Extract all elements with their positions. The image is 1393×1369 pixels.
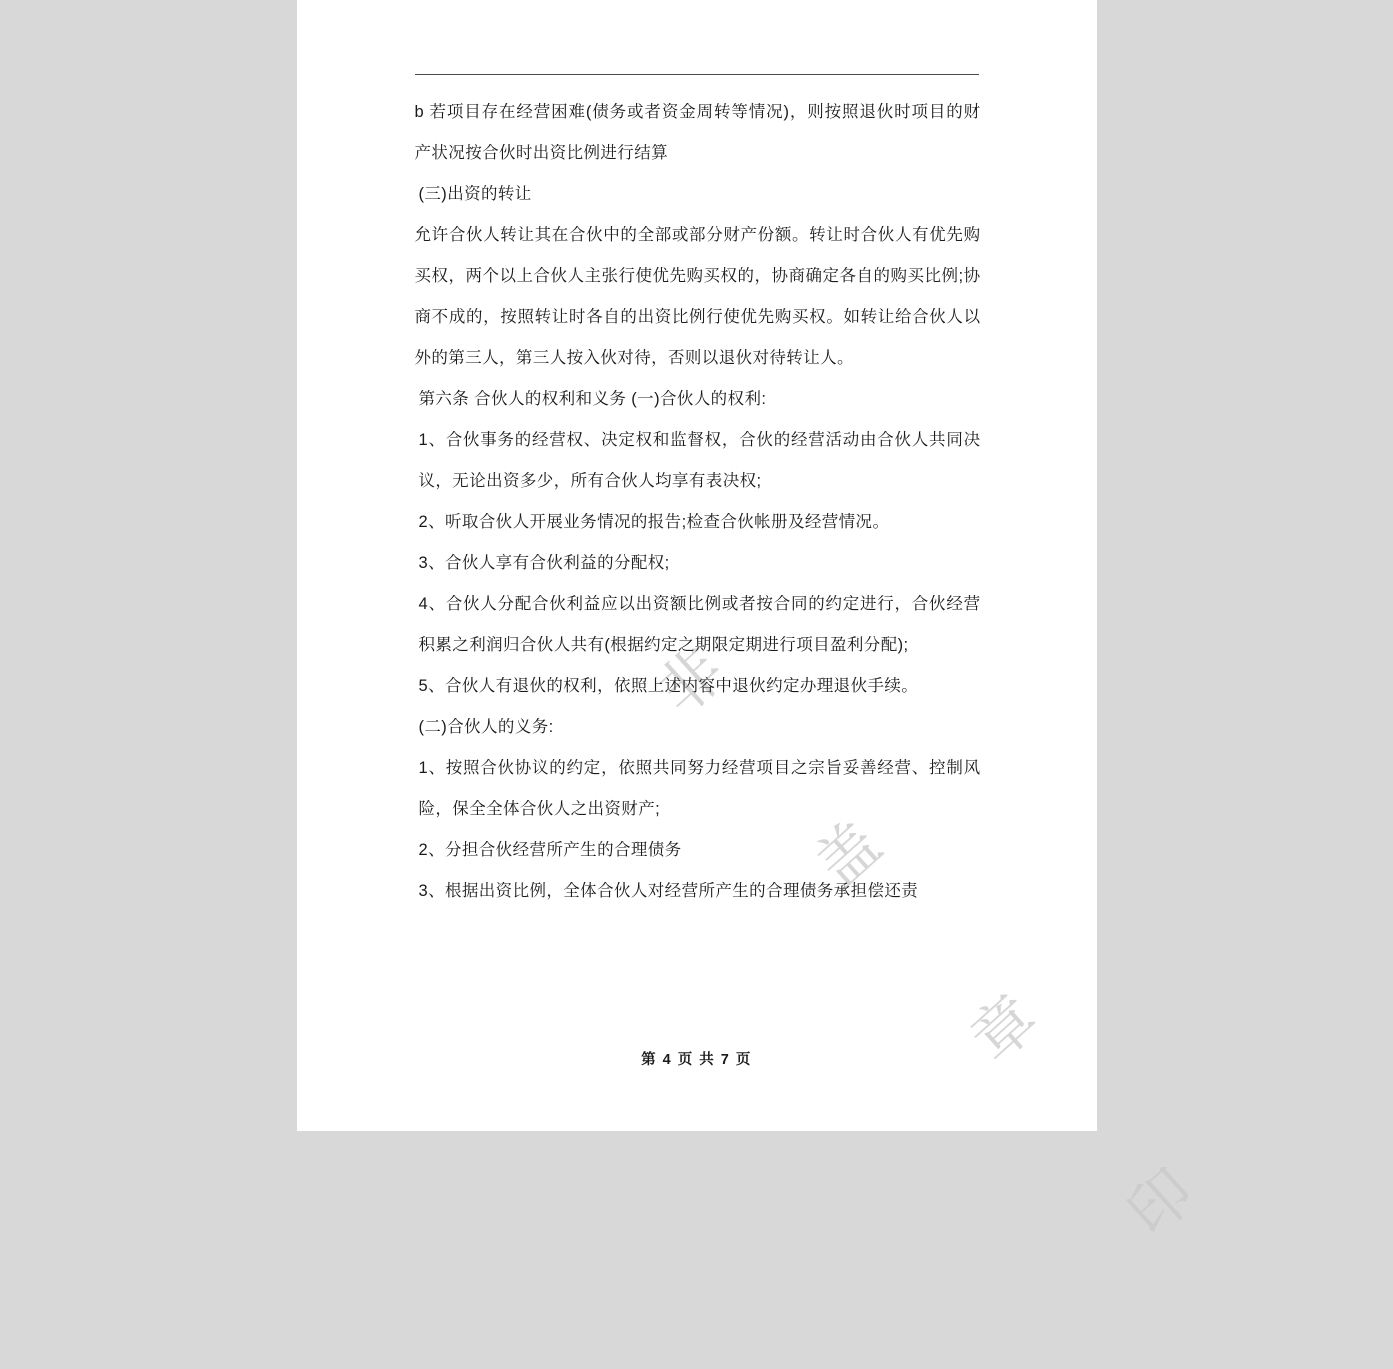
paragraph: 3、根据出资比例，全体合伙人对经营所产生的合理债务承担偿还责	[418, 882, 919, 900]
watermark-char-2: 盖	[802, 804, 900, 902]
watermark-char-1: 非	[645, 630, 744, 728]
watermark-char-3: 章	[958, 978, 1057, 1076]
paragraph: 第六条 合伙人的权利和义务 (一)合伙人的权利:	[418, 390, 767, 408]
watermark-char-4: 印	[1115, 1152, 1213, 1250]
document-text-body	[415, 92, 981, 912]
paragraph: (二)合伙人的义务:	[418, 718, 554, 736]
paragraph: 1、按照合伙协议的约定，依照共同努力经营项目之宗旨妥善经营、控制风险，保全全体合伙人之出资财产;	[418, 759, 981, 818]
page-canvas	[297, 0, 1213, 1250]
paragraph: 5、合伙人有退伙的权利，依照上述内容中退伙约定办理退伙手续。	[418, 677, 919, 695]
paragraph: 2、分担合伙经营所产生的合理债务	[418, 841, 682, 859]
header-divider	[415, 74, 979, 75]
page-footer: 第 4 页 共 7 页	[641, 1052, 752, 1068]
paragraph: 1、合伙事务的经营权、决定权和监督权，合伙的经营活动由合伙人共同决议，无论出资多少，所有合伙人均享有表决权;	[418, 431, 981, 490]
paragraph: 3、合伙人享有合伙利益的分配权;	[418, 554, 670, 572]
document-page	[297, 0, 1213, 1250]
paragraph: b 若项目存在经营困难(债务或者资金周转等情况)，则按照退伙时项目的财产状况按合伙时出资比例进行结算	[414, 103, 981, 162]
paragraph: 2、听取合伙人开展业务情况的报告;检查合伙帐册及经营情况。	[418, 513, 890, 531]
paragraph: 4、合伙人分配合伙利益应以出资额比例或者按合同的约定进行，合伙经营积累之利润归合伙人共有(根据约定之期限定期进行项目盈利分配);	[418, 595, 981, 654]
paragraph: 允许合伙人转让其在合伙中的全部或部分财产份额。转让时合伙人有优先购买权，两个以上合伙人主张行使优先购买权的，协商确定各自的购买比例;协商不成的，按照转让时各自的出资比例行使优先购买权。如转让给合伙人以外的第三人，第三人按入伙对待，否则以退伙对待转让人。	[414, 226, 981, 367]
paragraph: (三)出资的转让	[418, 185, 532, 203]
